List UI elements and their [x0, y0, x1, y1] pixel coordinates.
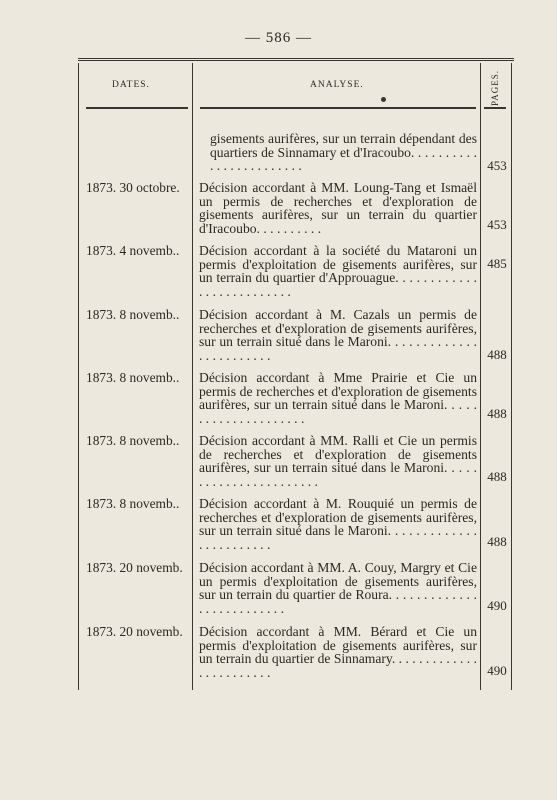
entry-page: 490 — [487, 663, 507, 678]
entry-text: gisements aurifères, sur un terrain dépendant des quartiers de Sinnamary et d'Iracoubo. . . . . . . . . . . . . . . . . . . . . . . . — [210, 131, 477, 173]
entry-page: 490 — [487, 598, 507, 613]
column-rule — [480, 63, 481, 690]
entry-date: 1873. 8 novemb.. — [86, 307, 180, 322]
entry-page: 488 — [487, 469, 507, 484]
entry-page: 453 — [487, 158, 507, 173]
header-analyse: ANALYSE. — [310, 80, 364, 90]
entry-text: Décision accordant à M. Cazals un permis de recherches et d'exploration de gisements aurifères, sur un terrain situé dans le Maroni. . . . . . . . . . . . . . . . . . . . . . . . — [199, 307, 477, 363]
entry-date: 1873. 30 octobre. — [86, 180, 180, 195]
entry-text: Décision accordant à Mme Prairie et Cie un permis de recherches et d'exploration de gisements aurifères, sur un terrain situé dans le Maroni. . . . . . . . . . . . . . . . . . . . . — [199, 370, 477, 426]
column-rule — [78, 63, 79, 690]
entry-date: 1873. 20 novemb. — [86, 624, 183, 639]
page-number: — 586 — — [245, 30, 312, 46]
column-rule — [511, 63, 512, 690]
header-underline — [200, 107, 476, 109]
entry-date: 1873. 8 novemb.. — [86, 433, 180, 448]
entry-date: 1873. 8 novemb.. — [86, 496, 180, 511]
entry-text: Décision accordant à MM. A. Couy, Margry et Cie un permis d'exploitation de gisements aurifères, sur un terrain du quartier de Roura. . . . . . . . . . . . . . . . . . . . . . . . . . — [199, 560, 477, 616]
entry-text: Décision accordant à MM. Bérard et Cie un permis d'exploitation de gisements aurifères, sur un terrain du quartier de Sinnamary. . . . . . . . . . . . . . . . . . . . . . . . — [199, 624, 477, 680]
header-underline — [86, 107, 188, 109]
entry-text: Décision accordant à M. Rouquié un permis de recherches et d'exploration de gisements aurifères, sur un terrain situé dans le Maroni. . . . . . . . . . . . . . . . . . . . . . . . — [199, 496, 477, 552]
entry-date: 1873. 8 novemb.. — [86, 370, 180, 385]
header-dates: DATES. — [112, 80, 150, 90]
top-rule — [78, 58, 514, 61]
entry-text: Décision accordant à MM. Ralli et Cie un permis de recherches et d'exploration de gisements aurifères, sur un terrain situé dans le Maroni. . . . . . . . . . . . . . . . . . . . . . . — [199, 433, 477, 489]
entry-text: Décision accordant à la société du Mataroni un permis d'exploitation de gisements aurifères, sur un terrain du quartier d'Approuague. . . . . . . . . . . . . . . . . . . . . . . . . . — [199, 243, 477, 299]
header-underline — [484, 107, 506, 109]
entry-page: 488 — [487, 534, 507, 549]
entry-date: 1873. 4 novemb.. — [86, 243, 180, 258]
entry-page: 453 — [487, 217, 507, 232]
entry-text: Décision accordant à MM. Loung-Tang et Ismaël un permis de recherches et d'exploration de gisements aurifères, sur un terrain du quartier d'Iracoubo. . . . . . . . . . — [199, 180, 477, 236]
entry-page: 488 — [487, 347, 507, 362]
entry-page: 485 — [487, 256, 507, 271]
entry-page: 488 — [487, 406, 507, 421]
entry-date: 1873. 20 novemb. — [86, 560, 183, 575]
header-pages: PAGES. — [490, 70, 500, 106]
header-ornament — [381, 97, 386, 102]
